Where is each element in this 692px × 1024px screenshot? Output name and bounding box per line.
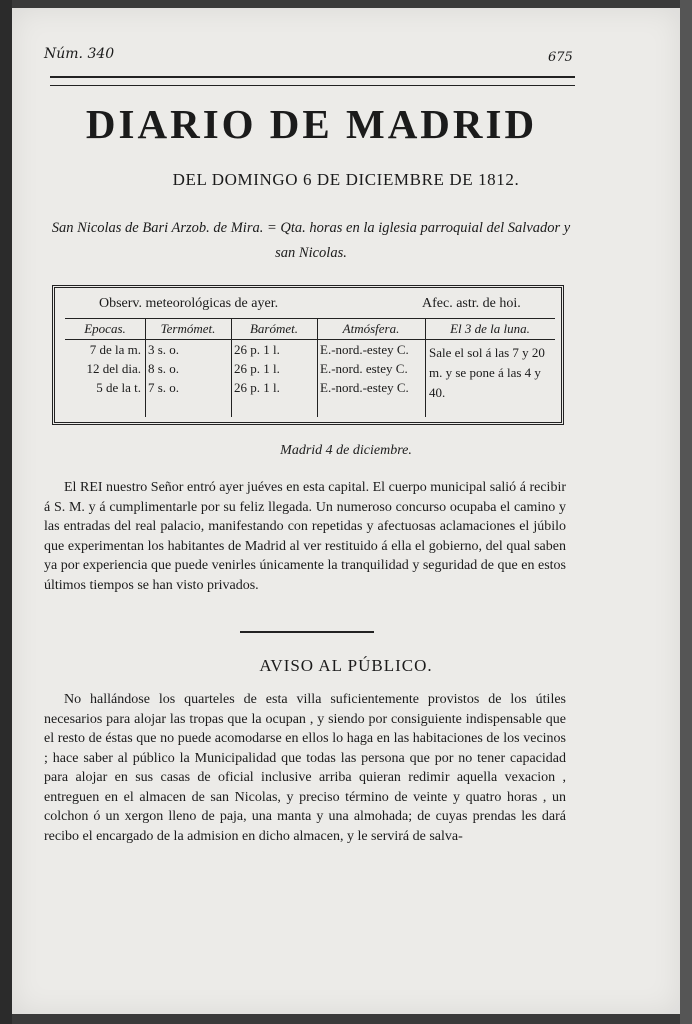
- column-header: Termómet.: [145, 319, 231, 340]
- weather-table-header: [55, 294, 561, 314]
- column-barometro: [231, 319, 318, 417]
- column-epocas: [65, 319, 146, 417]
- cell-epoca: 7 de la m.: [89, 342, 141, 357]
- cell-atmosfera: E.-nord.-estey C.: [320, 342, 409, 357]
- issue-dateline: DEL DOMINGO 6 DE DICIEMBRE DE 1812.: [172, 170, 520, 189]
- weather-columns: [65, 318, 555, 417]
- issue-number: Núm. 340: [44, 46, 115, 62]
- section-divider: [240, 631, 374, 633]
- notice-paragraph: No hallándose los quarteles de esta villa suficientemente provistos de los útiles necesarios para alojar las tropas que la ocupan , y siendo por consiguiente indispensable que el resto de éstas que no puede acomodarse en ellos lo haga en las habitaciones de los vecinos ; hace saber al público la Municipalidad que todas las persona que por no tener capacidad para alojar en sus casas de oficial inclusive arriba quieran redimir aquella vexacion , entreguen en el almacen de san Nicolas, y preciso término de veinte y quatro horas , un colchon ó un xergon lleno de paja, una manta y una almohada; de cuyas prendas les dará recibo el encargado de la admision en dicho almacen, y le servirá de salva-: [44, 692, 566, 844]
- column-header: Barómet.: [231, 319, 317, 340]
- column-termometro: [145, 319, 232, 417]
- scan-right-edge: [680, 0, 692, 1024]
- page-folio: 675: [548, 50, 573, 65]
- cell-atmosfera: E.-nord. estey C.: [320, 361, 408, 376]
- cell-termometro: 8 s. o.: [148, 361, 180, 376]
- masthead-title: DIARIO DE MADRID: [85, 101, 538, 147]
- news-dateline: Madrid 4 de diciembre.: [280, 443, 412, 458]
- weather-observations-title: Observ. meteorológicas de ayer.: [99, 296, 279, 311]
- column-header: Atmósfera.: [317, 319, 425, 340]
- cell-epoca: 12 del dia.: [86, 361, 141, 376]
- column-header: El 3 de la luna.: [425, 319, 555, 340]
- cell-barometro: 26 p. 1 l.: [234, 342, 280, 357]
- astronomy-title: Afec. astr. de hoi.: [422, 296, 521, 311]
- cell-atmosfera: E.-nord.-estey C.: [320, 380, 409, 395]
- saints-of-day: San Nicolas de Bari Arzob. de Mira. = Qta. horas en la iglesia parroquial del Salvador y san Nicolas.: [51, 220, 571, 261]
- column-header: Epocas.: [65, 319, 145, 340]
- cell-barometro: 26 p. 1 l.: [234, 361, 280, 376]
- column-astronomy: [425, 319, 555, 417]
- cell-epoca: 5 de la t.: [96, 380, 141, 395]
- cell-termometro: 3 s. o.: [148, 342, 180, 357]
- scan-left-edge: [0, 0, 12, 1024]
- astronomy-text: Sale el sol á las 7 y 20 m. y se pone á las 4 y 40.: [429, 345, 545, 400]
- notice-heading: AVISO AL PÚBLICO.: [259, 656, 433, 675]
- weather-table: [52, 285, 564, 425]
- column-atmosfera: [317, 319, 426, 417]
- cell-barometro: 26 p. 1 l.: [234, 380, 280, 395]
- header-double-rule: [50, 76, 575, 86]
- cell-termometro: 7 s. o.: [148, 380, 180, 395]
- news-paragraph: El REI nuestro Señor entró ayer juéves en esta capital. El cuerpo municipal salió á recibir á S. M. y á cumplimentarle por su feliz llegada. Un numeroso concurso ocupaba el camino y las entradas del real palacio, manifestando con repetidas y afectuosas aclamaciones el júbilo que experimentan los habitantes de Madrid al ver restituido á ella el gobierno, del qual saben ya por experiencia que puede venirles únicamente la tranquilidad y seguridad de que en estos últimos tiempos se han visto privados.: [44, 480, 566, 593]
